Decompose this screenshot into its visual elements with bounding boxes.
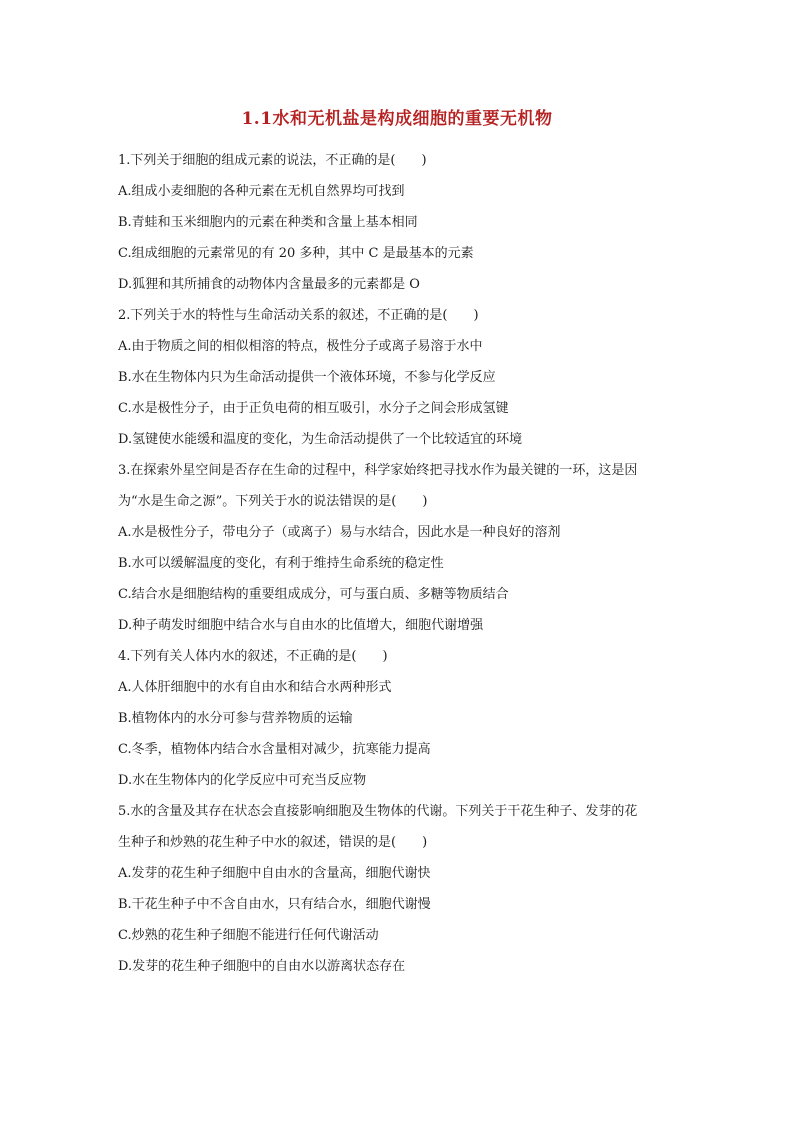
option-b: B.青蛙和玉米细胞内的元素在种类和含量上基本相同 bbox=[118, 215, 418, 230]
question-3 bbox=[118, 455, 688, 641]
option-a: A.组成小麦细胞的各种元素在无机自然界均可找到 bbox=[118, 184, 405, 199]
option-c: C.结合水是细胞结构的重要组成成分，可与蛋白质、多糖等物质结合 bbox=[118, 587, 509, 602]
question-stem-line-1: 5.水的含量及其存在状态会直接影响细胞及生物体的代谢。下列关于干花生种子、发芽的花 bbox=[118, 804, 638, 819]
option-b: B.植物体内的水分可参与营养物质的运输 bbox=[118, 711, 353, 726]
question-stem-line-1: 3.在探索外星空间是否存在生命的过程中，科学家始终把寻找水作为最关键的一环，这是因 bbox=[118, 463, 638, 478]
option-d: D.狐狸和其所捕食的动物体内含量最多的元素都是 O bbox=[118, 277, 420, 292]
option-a: A.水是极性分子，带电分子（或离子）易与水结合，因此水是一种良好的溶剂 bbox=[118, 525, 561, 540]
option-c: C.组成细胞的元素常见的有 20 多种，其中 C 是最基本的元素 bbox=[118, 246, 474, 261]
option-d: D.种子萌发时细胞中结合水与自由水的比值增大，细胞代谢增强 bbox=[118, 618, 484, 633]
question-5 bbox=[118, 796, 688, 982]
page-title: 1.1水和无机盐是构成细胞的重要无机物 bbox=[241, 109, 553, 129]
question-stem: 2.下列关于水的特性与生命活动关系的叙述，不正确的是( ) bbox=[118, 308, 479, 323]
option-a: A.人体肝细胞中的水有自由水和结合水两种形式 bbox=[118, 680, 392, 695]
option-c: C.炒熟的花生种子细胞不能进行任何代谢活动 bbox=[118, 928, 379, 943]
option-a: A.由于物质之间的相似相溶的特点，极性分子或离子易溶于水中 bbox=[118, 339, 483, 354]
question-1 bbox=[118, 145, 688, 300]
question-4 bbox=[118, 641, 688, 796]
option-b: B.水可以缓解温度的变化，有利于维持生命系统的稳定性 bbox=[118, 556, 444, 571]
option-c: C.水是极性分子，由于正负电荷的相互吸引，水分子之间会形成氢键 bbox=[118, 401, 509, 416]
question-stem-line-2: 生种子和炒熟的花生种子中水的叙述，错误的是( ) bbox=[118, 835, 428, 850]
option-c: C.冬季，植物体内结合水含量相对减少，抗寒能力提高 bbox=[118, 742, 431, 757]
option-d: D.发芽的花生种子细胞中的自由水以游离状态存在 bbox=[118, 959, 406, 974]
question-stem: 1.下列关于细胞的组成元素的说法，不正确的是( ) bbox=[118, 153, 427, 168]
option-d: D.水在生物体内的化学反应中可充当反应物 bbox=[118, 773, 367, 788]
option-d: D.氢键使水能缓和温度的变化，为生命活动提供了一个比较适宜的环境 bbox=[118, 432, 523, 447]
question-stem: 4.下列有关人体内水的叙述，不正确的是( ) bbox=[118, 649, 388, 664]
question-list bbox=[118, 145, 688, 982]
question-stem-line-2: 为“水是生命之源”。下列关于水的说法错误的是( ) bbox=[118, 494, 428, 509]
option-b: B.干花生种子中不含自由水，只有结合水，细胞代谢慢 bbox=[118, 897, 431, 912]
option-b: B.水在生物体内只为生命活动提供一个液体环境，不参与化学反应 bbox=[118, 370, 496, 385]
option-a: A.发芽的花生种子细胞中自由水的含量高，细胞代谢快 bbox=[118, 866, 431, 881]
question-2 bbox=[118, 300, 688, 455]
